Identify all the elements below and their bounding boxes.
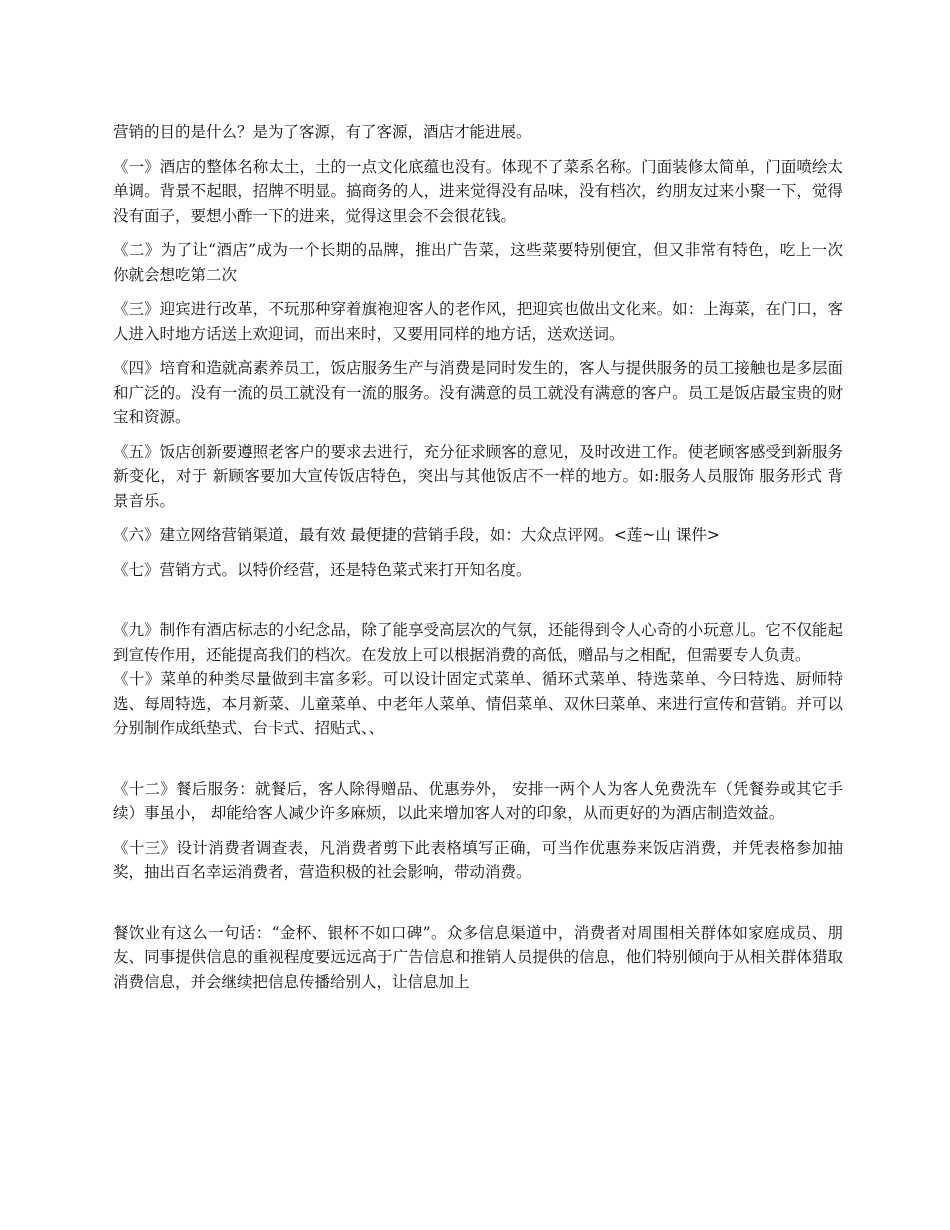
document-page — [113, 120, 843, 994]
paragraph-3: 《三》迎宾进行改革，不玩那种穿着旗袍迎客人的老作风，把迎宾也做出文化来。如：上海菜，在门口，客人进入时地方话送上欢迎词，而出来时，又要用同样的地方话，送欢送词。 — [113, 300, 843, 343]
paragraph-intro: 营销的目的是什么？是为了客源，有了客源，酒店才能进展。 — [113, 123, 532, 141]
paragraph-word-of-mouth: 餐饮业有这么一句话：“金杯、银杯不如口碑”。众多信息渠道中，消费者对周围相关群体如家庭成员、朋友、同事提供信息的重视程度要远远高于广告信息和推销人员提供的信息，他们特别倾向于从相关群体猎取消费信息，并会继续把信息传播给别人，让信息加上 — [113, 923, 843, 991]
paragraph-5: 《五》饭店创新要遵照老客户的要求去进行，充分征求顾客的意见，及时改进工作。使老顾客感受到新服务新变化，对于 新顾客要加大宣传饭店特色，突出与其他饭店不一样的地方。如:服务人员服饰 服务形式 背景音乐。 — [113, 442, 843, 510]
paragraph-1: 《一》酒店的整体名称太土，土的一点文化底蕴也没有。体现不了菜系名称。门面装修太简单，门面喷绘太单调。背景不起眼，招牌不明显。搞商务的人，进来觉得没有品味，没有档次，约朋友过来小聚一下，觉得没有面子，要想小酢一下的进来，觉得这里会不会很花钱。 — [113, 157, 843, 225]
paragraph-7: 《七》营销方式。以特价经营，还是特色菜式来打开知名度。 — [113, 560, 532, 579]
paragraph-13: 《十三》设计消费者调查表，凡消费者剪下此表格填写正确，可当作优惠券来饭店消费，并凭表格参加抽奖，抽出百名幸运消费者，营造积极的社会影响，带动消费。 — [113, 838, 843, 881]
paragraph-12: 《十二》餐后服务：就餐后，客人除得赠品、优惠券外， 安排一两个人为客人免费洗车（凭餐券或其它手续）事虽小， 却能给客人减少许多麻烦，以此来增加客人对的印象，从而更好的为酒店制造效益。 — [113, 779, 843, 822]
paragraph-10: 《十》菜单的种类尽量做到丰富多彩。可以设计固定式菜单、循环式菜单、特选菜单、今曰特选、厨师特选、每周特选，本月新菜、儿童菜单、中老年人菜单、情侣菜单、双休曰菜单、来进行宣传和营销。并可以分别制作成纸垫式、台卡式、招贴式、、 — [113, 670, 843, 737]
paragraph-2: 《二》为了让“酒店”成为一个长期的品牌，推出广告菜，这些菜要特别便宜，但又非常有特色，吃上一次 你就会想吃第二次 — [113, 241, 843, 284]
paragraph-9: 《九》制作有酒店标志的小纪念品，除了能享受高层次的气氛，还能得到令人心奇的小玩意儿。它不仅能起到宣传作用，还能提高我们的档次。在发放上可以根据消费的高低，赠品与之相配，但需要专人负责。 — [113, 621, 843, 664]
paragraph-4: 《四》培育和造就高素养员工，饭店服务生产与消费是同时发生的，客人与提供服务的员工接触也是多层面和广泛的。没有一流的员工就没有一流的服务。没有满意的员工就没有满意的客户。员工是饭店最宝贵的财宝和资源。 — [113, 359, 843, 426]
paragraph-6: 《六》建立网络营销渠道，最有效 最便捷的营销手段，如：大众点评网。<莲~山 课件> — [113, 526, 720, 544]
